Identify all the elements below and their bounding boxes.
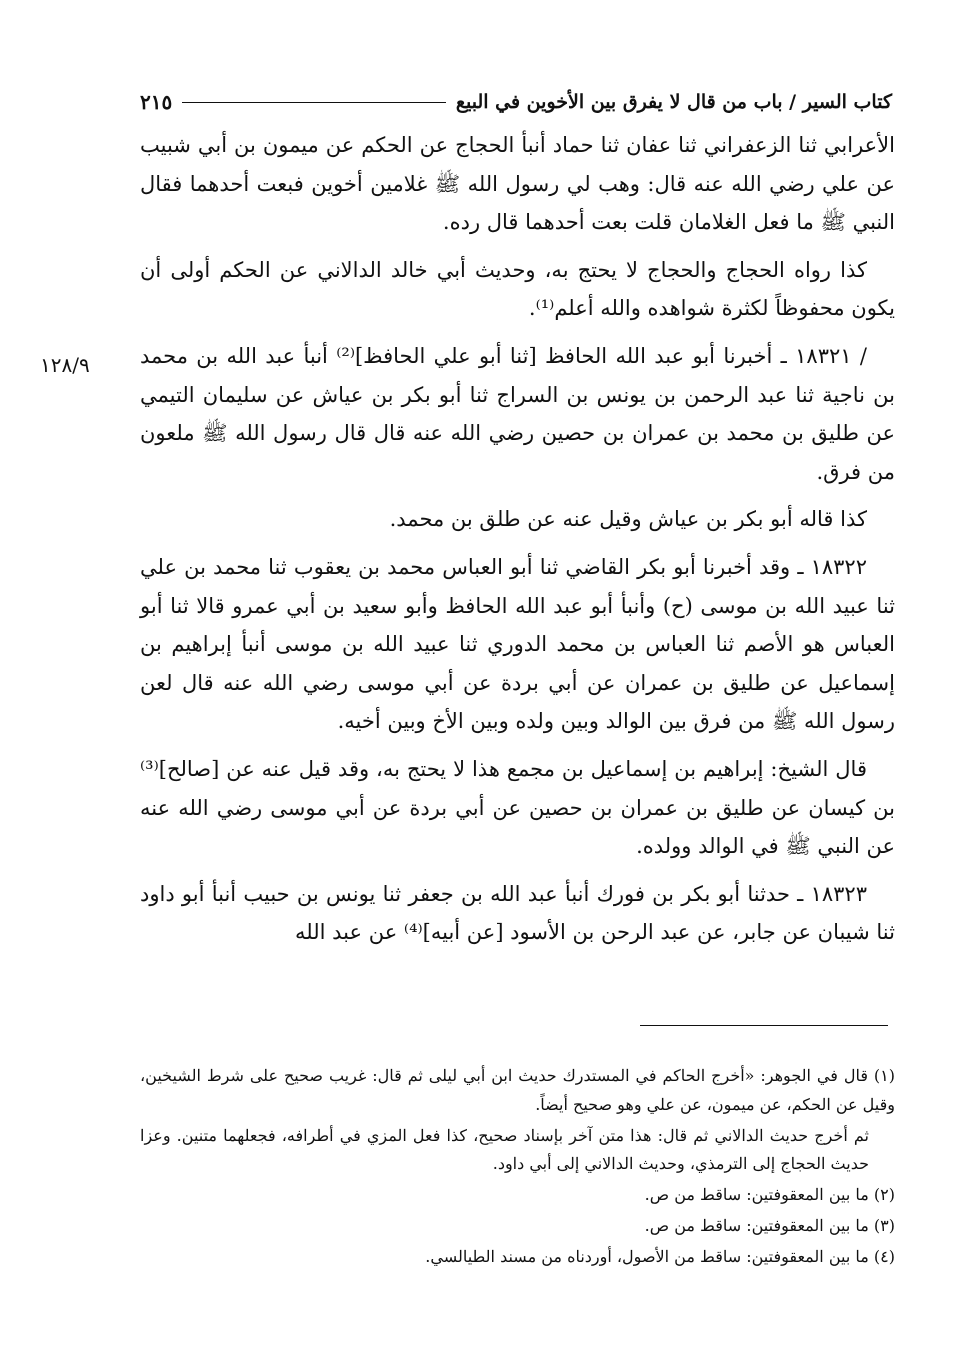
- paragraph: قال الشيخ: إبراهيم بن إسماعيل بن مجمع هذا لا يحتج به، وقد قيل عنه عن [صالح]⁽³⁾ بن كيسان عن طليق بن عمران بن حصين عن أبي بردة عن أبي موسى رضي الله عنه عن النبي ﷺ في الوالد وولده.: [140, 756, 895, 859]
- footnote: (٣) ما بين المعقوفتين: ساقط من ص.: [644, 1215, 895, 1235]
- main-text: [140, 126, 895, 961]
- running-header: [140, 84, 892, 120]
- footnotes: [140, 1062, 895, 1274]
- paragraph: الأعرابي ثنا الزعفراني ثنا عفان ثنا حماد أنبأ الحجاج عن الحكم عن ميمون بن أبي شبيب عن علي رضي الله عنه قال: وهب لي رسول الله ﷺ غلامين أخوين فبعت أحدهما فقال النبي ﷺ ما فعل الغلامان قلت بعت أحدهما قال رده.: [140, 133, 895, 235]
- paragraph: / ١٨٣٢١ ـ أخبرنا أبو عبد الله الحافظ [ثنا أبو علي الحافظ]⁽²⁾ أنبأ عبد الله بن محمد بن ناجية ثنا عبد الرحمن بن يونس بن السراج ثنا أبو بكر بن عياش عن سليمان التيمي عن طليق بن محمد بن عمران بن حصين رضي الله عنه قال قال رسول الله ﷺ ملعون من فرق.: [140, 343, 895, 484]
- paragraph: ١٨٣٢٣ ـ حدثنا أبو بكر بن فورك أنبأ عبد الله بن جعفر ثنا يونس بن حبيب أنبأ أبو داود ثنا شيبان عن جابر، عن عبد الرحن بن الأسود [عن أبيه]⁽⁴⁾ عن عبد الله: [140, 881, 895, 945]
- footnote: (٤) ما بين المعقوفتين: ساقط من الأصول، أوردناه من مسند الطيالسي.: [425, 1246, 895, 1266]
- header-title: كتاب السير / باب من قال لا يفرق بين الأخوين في البيع: [455, 91, 892, 113]
- footnote: (١) قال في الجوهر: «أخرج الحاكم في المستدرك حديث ابن أبي ليلى ثم قال: غريب صحيح على شرط الشيخين، وقيل عن الحكم، عن ميمون، عن علي وهو صحيح أيضاً.: [140, 1066, 895, 1114]
- page-number: ٢١٥: [140, 90, 173, 114]
- paragraph: كذا قاله أبو بكر بن عياش وقيل عنه عن طلق بن محمد.: [389, 507, 867, 532]
- header-rule: [182, 102, 446, 103]
- footnote: (٢) ما بين المعقوفتين: ساقط من ص.: [644, 1185, 895, 1205]
- margin-reference: ١٢٨/٩: [40, 353, 90, 377]
- footnote-continuation: ثم أخرج حديث الدالاني ثم قال: هذا متن آخر بإسناد صحيح، كذا فعل المزي في أطرافه، فجعلهما متنين. وعزا حديث الحجاج إلى الترمذي، وحديث الدالاني إلى أبي داود.: [140, 1125, 870, 1174]
- paragraph: ١٨٣٢٢ ـ وقد أخبرنا أبو بكر القاضي ثنا أبو العباس محمد بن يعقوب ثنا محمد بن علي ثنا عبيد الله بن موسى (ح) وأنبأ أبو عبد الله الحافظ وأبو سعيد بن أبي عمرو قالا ثنا أبو العباس هو الأصم ثنا العباس بن محمد الدوري ثنا عبيد الله بن موسى أنبأ إبراهيم بن إسماعيل عن طليق بن عمران عن أبي بردة عن أبي موسى رضي الله عنه قال لعن رسول الله ﷺ من فرق بين الوالد وبين ولده وبين الأخ وبين أخيه.: [140, 554, 895, 734]
- paragraph: كذا رواه الحجاج والحجاج لا يحتج به، وحديث أبي خالد الدالاني عن الحكم أولى أن يكون محفوظاً لكثرة شواهده والله أعلم⁽¹⁾.: [140, 257, 895, 321]
- footnote-separator: [640, 1025, 888, 1026]
